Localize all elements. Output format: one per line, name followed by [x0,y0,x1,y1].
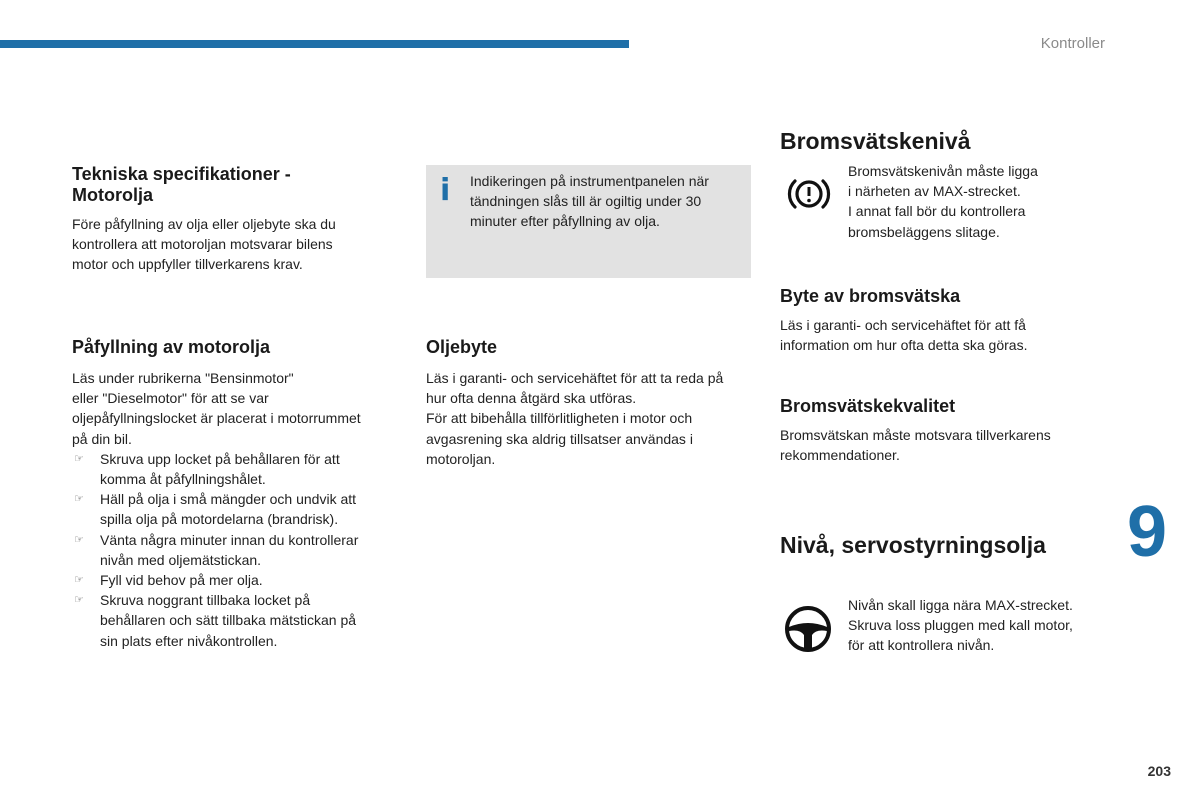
refill-intro [72,368,402,449]
oil-change-heading: Oljebyte [426,337,498,357]
chapter-number: 9 [1127,492,1168,572]
power-steering-section [780,531,1110,559]
brake-fluid-line: I annat fall bör du kontrollera [848,203,1026,220]
power-steering-line: Skruva loss pluggen med kall motor, [848,617,1073,634]
brake-fluid-change-section [780,286,1080,355]
refill-intro-line: oljepåfyllningslocket är placerat i motorrummet [72,410,361,427]
info-text: Indikeringen på instrumentpanelen när tändningen slås till är ogiltig under 30 minuter efter påfyllning av olja. [470,173,709,230]
refill-intro-line: eller "Dieselmotor" för att se var [72,390,269,407]
refill-steps-list [72,449,372,651]
step-text: Fyll vid behov på mer olja. [100,572,263,589]
info-box [426,165,751,278]
pointing-hand-icon: ☞ [74,493,84,506]
power-steering-heading: Nivå, servostyrningsolja [780,532,1046,558]
list-item [72,530,372,570]
oil-change-text: Läs i garanti- och servicehäftet för att ta reda på hur ofta denna åtgärd ska utföras. [426,370,724,407]
brake-fluid-line: bromsbeläggens slitage. [848,223,1000,240]
pointing-hand-icon: ☞ [74,574,84,587]
refill-intro-line: Läs under rubrikerna "Bensinmotor" [72,370,294,386]
brake-fluid-section [780,127,1110,155]
step-text: Skruva noggrant tillbaka locket på behållaren och sätt tillbaka mätstickan på sin plats efter nivåkontrollen. [100,592,357,649]
step-text: Häll på olja i små mängder och undvik att spilla olja på motordelarna (brandrisk). [100,491,357,528]
brake-fluid-quality-heading: Bromsvätskekvalitet [780,396,956,416]
power-steering-line: för att kontrollera nivån. [848,637,995,654]
refill-section [72,337,402,651]
step-text: Vänta några minuter innan du kontrollerar nivån med oljemätstickan. [100,531,359,568]
spec-section [72,164,372,275]
brake-fluid-quality-section [780,396,1085,465]
info-icon: i [440,173,451,208]
refill-heading: Påfyllning av motorolja [72,337,271,357]
brake-fluid-line: i närheten av MAX-strecket. [848,183,1021,200]
brake-fluid-change-heading: Byte av bromsvätska [780,286,961,306]
page-number: 203 [1147,763,1171,779]
power-steering-text [848,595,1108,656]
brake-fluid-heading: Bromsvätskenivå [780,128,971,154]
brake-fluid-text [848,161,1098,242]
brake-fluid-change-text: Läs i garanti- och servicehäftet för att få information om hur ofta detta ska göras. [780,317,1028,354]
step-text: Skruva upp locket på behållaren för att komma åt påfyllningshålet. [100,450,340,488]
oil-change-text: För att bibehålla tillförlitligheten i motor och avgasrening ska aldrig tillsatser användas i motoroljan. [426,410,693,467]
list-item [72,590,372,651]
refill-intro-line: på din bil. [72,430,132,447]
brake-fluid-line: Bromsvätskenivån måste ligga [848,163,1038,179]
header-accent-bar [0,40,629,48]
spec-heading: Tekniska specifikationer - Motorolja [72,164,291,205]
list-item [72,449,372,489]
pointing-hand-icon: ☞ [74,533,84,546]
pointing-hand-icon: ☞ [74,452,84,465]
brake-fluid-quality-text: Bromsvätskan måste motsvara tillverkarens rekommendationer. [780,427,1051,464]
brake-warning-icon [785,172,833,221]
list-item [72,570,372,590]
section-title: Kontroller [1040,35,1105,52]
pointing-hand-icon: ☞ [74,594,84,607]
steering-wheel-icon [782,603,834,660]
power-steering-line: Nivån skall ligga nära MAX-strecket. [848,597,1073,613]
spec-text: Före påfyllning av olja eller oljebyte ska du kontrollera att motoroljan motsvarar bilens motor och uppfyller tillverkarens krav. [72,216,336,273]
oil-change-section [426,337,741,469]
list-item [72,489,372,529]
